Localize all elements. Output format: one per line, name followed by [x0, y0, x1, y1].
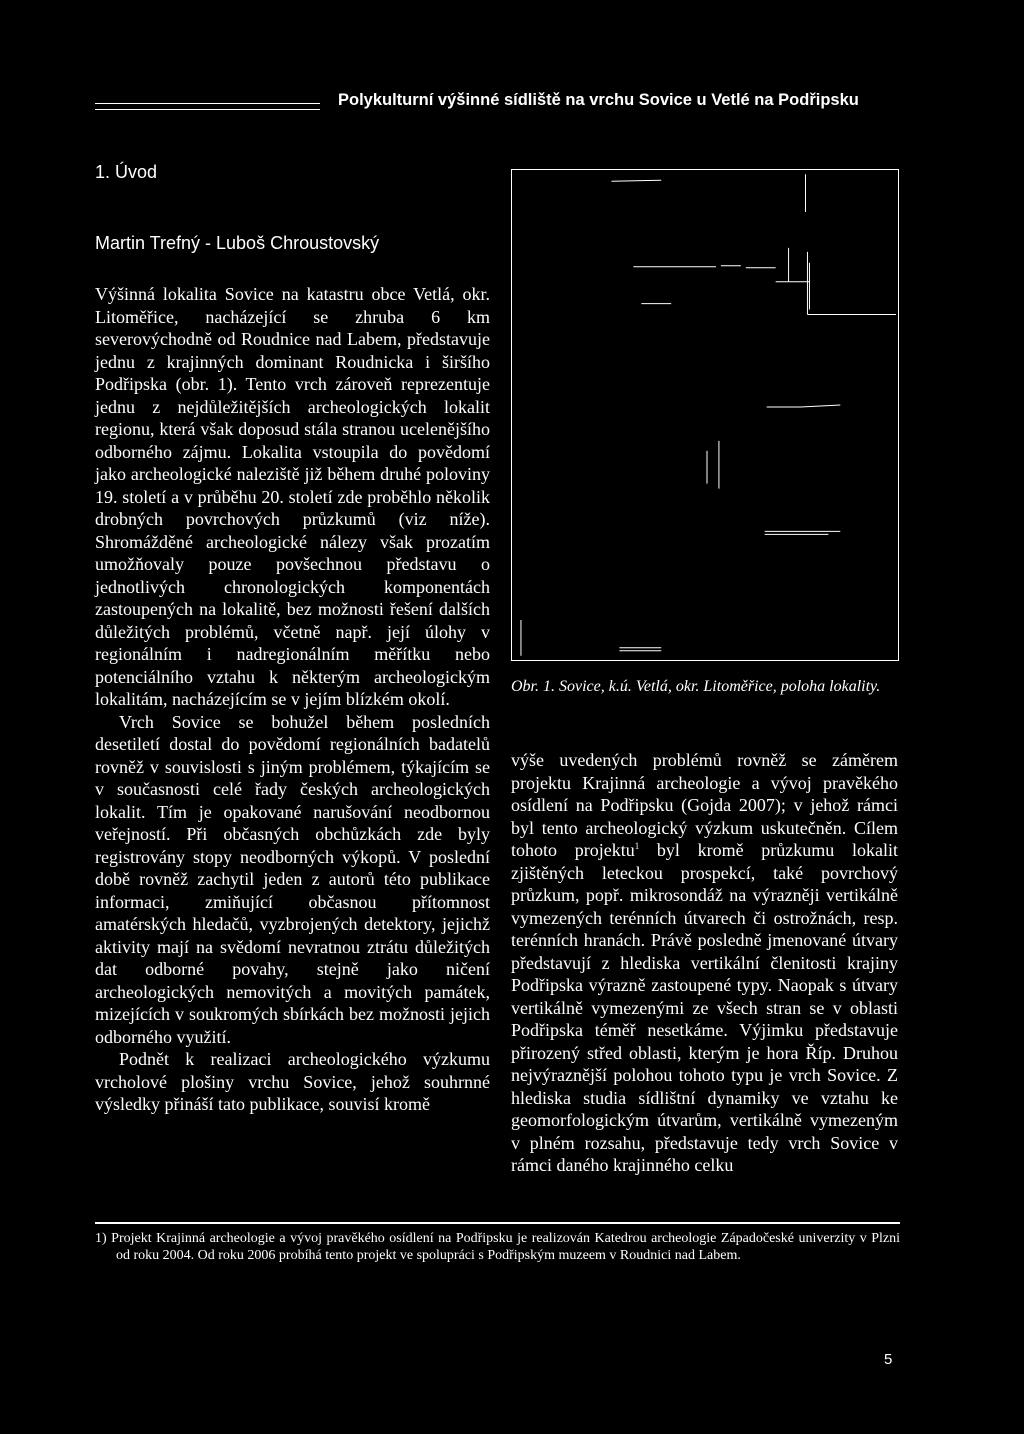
header-rule	[95, 103, 320, 110]
page-number: 5	[884, 1351, 893, 1368]
paragraph-project-part2: byl kromě průzkumu lokalit zjištěných leteckou prospekcí, také povrchový průzkum, popř. mikrosondáž na výrazněji vertikálně vymezených terénních útvarech či ostrožnách, resp. terénních hranách. Právě posledně jmenované útvary představují z hlediska vertikální členitosti krajiny Podřipska výrazně zastoupené typy. Naopak s útvary vertikálně vymezenými ze všech stran se v oblasti Podřipska téměř nesetkáme. Výjimku představuje přirozený střed oblasti, kterým je hora Říp. Druhou nejvýraznější polohou tohoto typu je vrch Sovice. Z hlediska studia sídlištní dynamiky ve vztahu ke geomorfologickým útvarům, vertikálně vymezeným v plném rozsahu, představuje tedy vrch Sovice v rámci daného krajinného celku	[511, 840, 898, 1175]
figure-caption: Obr. 1. Sovice, k.ú. Vetlá, okr. Litoměřice, poloha lokality.	[511, 678, 881, 695]
right-text-column	[511, 749, 898, 1177]
map-sketch	[512, 170, 898, 660]
paragraph-motivation: Podnět k realizaci archeologického výzkumu vrcholové plošiny vrchu Sovice, jehož souhrnné výsledky přináší tato publikace, souvisí kromě	[95, 1049, 490, 1114]
authors: Martin Trefný - Luboš Chroustovský	[95, 233, 380, 253]
footnote	[95, 1230, 900, 1264]
left-text-column	[95, 283, 490, 1116]
location-map-figure	[511, 169, 899, 661]
paragraph-project-part1: výše uvedených problémů rovněž se záměrem projektu Krajinná archeologie a vývoj pravěkého osídlení na Podřipsku (Gojda 2007); v jehož rámci byl tento archeologický výzkum uskutečněn. Cílem tohoto projektu	[511, 750, 898, 860]
footnote-separator	[95, 1222, 900, 1224]
footnote-text: 1) Projekt Krajinná archeologie a vývoj pravěkého osídlení na Podřipsku je realizován Katedrou archeologie Západočeské univerzity v Plzni od roku 2004. Od roku 2006 probíhá tento projekt ve spolupráci s Podřipským muzeem v Roudnici nad Labem.	[95, 1231, 900, 1263]
paragraph-project	[511, 749, 898, 1177]
running-header-title: Polykulturní výšinné sídliště na vrchu Sovice u Vetlé na Podřipsku	[338, 91, 859, 109]
paragraph-looting: Vrch Sovice se bohužel během posledních desetiletí dostal do povědomí regionálních badatelů rovněž v souvislosti s jiným problémem, týkajícím se v současnosti celé řady českých archeologických lokalit. Tím je opakované narušování neodbornou veřejností. Při občasných obchůzkách zde byly registrovány stopy neodborných výkopů. V poslední době rovněž zachytil jeden z autorů této publikace informaci, zmiňující občasnou přítomnost amatérských hledačů, vyzbrojených detektory, jejichž aktivity mají na svědomí nevratnou ztrátu důležitých dat odborné povahy, stejně jako ničení archeologických nemovitých a movitých památek, mizejících v soukromých sbírkách bez možnosti jejich odborného využití.	[95, 711, 490, 1047]
section-title: 1. Úvod	[95, 162, 158, 182]
footnote-reference[interactable]: 1	[634, 841, 640, 851]
paragraph-intro: Výšinná lokalita Sovice na katastru obce Vetlá, okr. Litoměřice, nacházející se zhruba 6 km severovýchodně od Roudnice nad Labem, představuje jednu z krajinných dominant Roudnicka i širšího Podřipska (obr. 1). Tento vrch zároveň reprezentuje jednu z nejdůležitějších archeologických lokalit regionu, která však doposud stála stranou ucelenějšího odborného zájmu. Lokalita vstoupila do povědomí jako archeologické naleziště již během druhé poloviny 19. století a v průběhu 20. století zde proběhlo několik drobných povrchových průzkumů (viz níže). Shromážděné archeologické nálezy však prozatím umožňovaly pouze povšechnou představu o jednotlivých chronologických komponentách zastoupených na lokalitě, bez možnosti řešení dalších důležitých problémů, včetně např. její úlohy v regionálním i nadregionálním měřítku nebo potenciálního vztahu k některým archeologickým lokalitám, nacházejícím se v jejím blízkém okolí.	[95, 284, 490, 709]
